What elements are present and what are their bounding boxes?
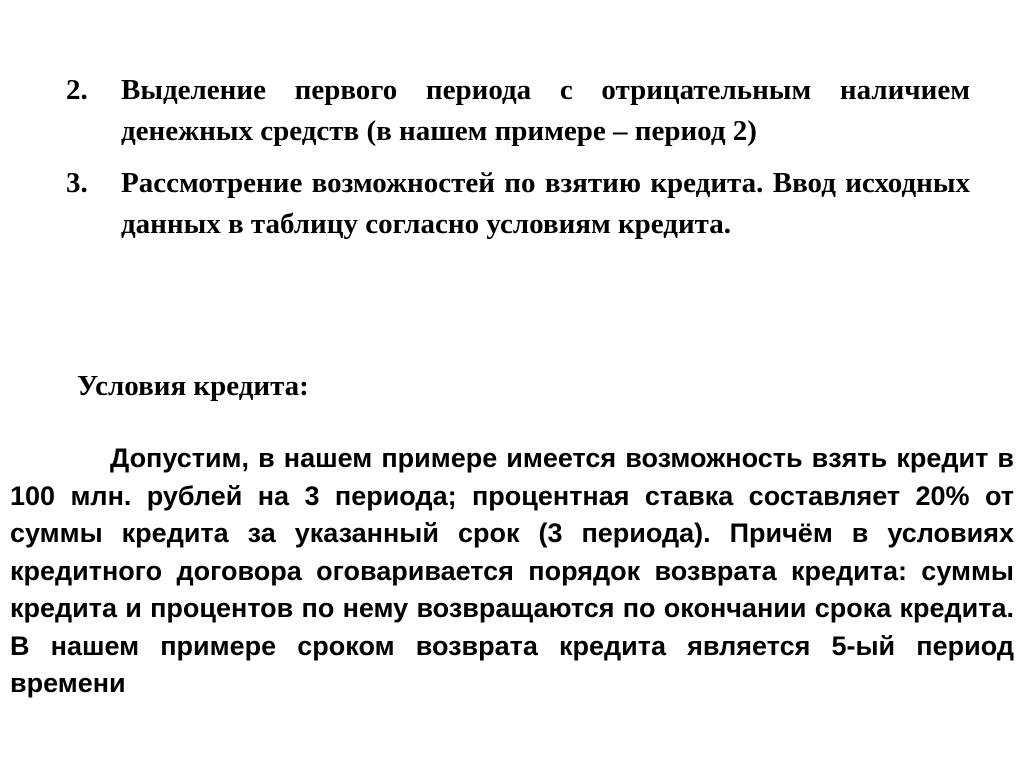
list-item-number: 3. [66,167,88,199]
list-item-number: 2. [66,74,88,106]
conditions-heading: Условия кредита: [77,370,309,402]
list-item [66,163,970,245]
numbered-list [66,70,970,256]
list-item [66,70,970,152]
list-item-text: Рассмотрение возможностей по взятию кредита. Ввод исходных данных в таблицу согласно условиям кредита. [121,167,970,240]
body-paragraph: Допустим, в нашем примере имеется возможность взять кредит в 100 млн. рублей на 3 периода; процентная ставка составляет 20% от суммы кредита за указанный срок (3 периода). Причём в условиях кредитного договора оговаривается порядок возврата кредита: суммы кредита и процентов по нему возвращаются по окончании срока кредита. В нашем примере сроком возврата кредита является 5-ый период времени [10,443,1014,698]
list-item-text: Выделение первого периода с отрицательным наличием денежных средств (в нашем примере – период 2) [121,74,970,147]
